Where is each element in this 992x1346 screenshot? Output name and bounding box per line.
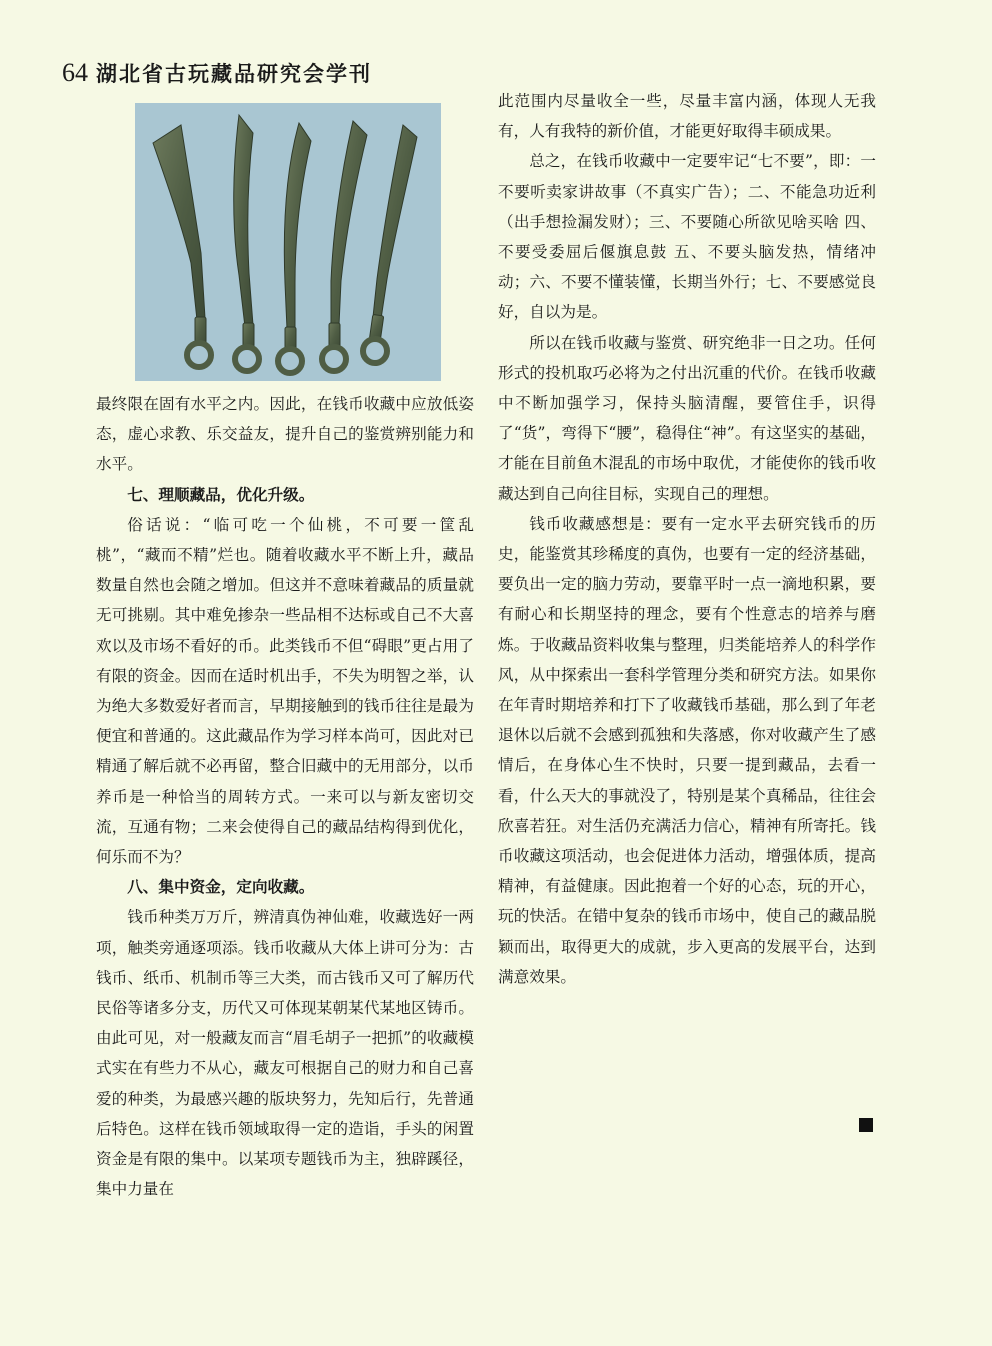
feeling-paragraph: 钱币收藏感想是：要有一定水平去研究钱币的历史，能鉴赏其珍稀度的真伪，也要有一定的经济基础，要负出一定的脑力劳动，要靠平时一点一滴地积累，要有耐心和长期坚持的理念，要有个性意志的培养与磨炼。于收藏品资料收集与整理，归类能培养人的科学作风，从中探索出一套科学管理分类和研究方法。如果你在年青时期培养和打下了收藏钱币基础，那么到了年老退休以后就不会感到孤独和失落感，你对收藏产生了感情后，在身体心生不快时，只要一提到藏品，去看一看，什么天大的事就没了，特别是某个真稀品，往往会欣喜若狂。对生活仍充满活力信心，精神有所寄托。钱币收藏这项活动，也会促进体力活动，增强体质，提高精神，有益健康。因此抱着一个好的心态，玩的开心，玩的快活。在错中复杂的钱币市场中，使自己的藏品脱颖而出，取得更大的成就，步入更高的发展平台，达到满意效果。 (498, 514, 876, 986)
section-7-paragraph: 俗话说：“临可吃一个仙桃，不可要一筐乱桃”，“藏而不精”烂也。随着收藏水平不断上升，藏品数量自然也会随之增加。但这并不意味着藏品的质量就无可挑剔。其中难免掺杂一些品相不达标或自己不大喜欢以及市场不看好的币。此类钱币不但“碍眼”更占用了有限的资金。因而在适时机出手，不失为明智之举，认为绝大多数爱好者而言，早期接触到的钱币往往是最为便宜和普通的。这此藏品作为学习样本尚可，因此对已精通了解后就不必再留，整合旧藏中的无用部分，以币养币是一种恰当的周转方式。一来可以与新友密切交流，互通有物；二来会使得自己的藏品结构得到优化，何乐而不为？ (96, 515, 474, 867)
journal-title: 湖北省古玩藏品研究会学刊 (96, 62, 372, 86)
knife-coin-3 (278, 123, 311, 373)
end-mark-icon (859, 1118, 873, 1132)
knife-coin-4 (322, 121, 367, 371)
left-column (96, 389, 474, 1204)
section-8-heading: 八、集中资金，定向收藏。 (127, 878, 315, 897)
summary-paragraph: 总之，在钱币收藏中一定要牢记“七不要”，即：一不要听卖家讲故事（不真实广告）；二、不能急功近利（出手想捡漏发财）；三、不要随心所欲见啥买啥 四、不要受委屈后偃旗息鼓 五、不要头脑发热，情绪冲动；六、不要不懂装懂，长期当外行；七、不要感觉良好，自以为是。 (498, 152, 876, 322)
page-header (62, 58, 372, 94)
knife-coin-1 (153, 125, 211, 367)
knife-coin-2 (234, 115, 259, 371)
right-column (498, 86, 876, 992)
page-number: 64 (62, 58, 88, 87)
knife-coin-5 (363, 125, 417, 363)
section-8-paragraph: 钱币种类万万斤，辨清真伪神仙难，收藏选好一两项，触类旁通逐项添。钱币收藏从大体上讲可分为：古钱币、纸币、机制币等三大类，而古钱币又可了解历代民俗等诸多分支，历代又可体现某朝某代某地区铸币。由此可见，对一般藏友而言“眉毛胡子一把抓”的收藏模式实在有些力不从心，藏友可根据自己的财力和自己喜爱的种类，为最感兴趣的版块努力，先知后行，先普通后特色。这样在钱币领域取得一定的造诣，手头的闲置资金是有限的集中。以某项专题钱币为主，独辟蹊径，集中力量在 (96, 908, 474, 1199)
right-continued-paragraph: 此范围内尽量收全一些，尽量丰富内涵，体现人无我有，人有我特的新价值，才能更好取得丰硕成果。 (498, 92, 876, 141)
therefore-paragraph: 所以在钱币收藏与鉴赏、研究绝非一日之功。任何形式的投机取巧必将为之付出沉重的代价。在钱币收藏中不断加强学习，保持头脑清醒，要管住手，识得了“货”，弯得下“腰”，稳得住“神”。有这坚实的基础，才能在目前鱼木混乱的市场中取优，才能使你的钱币收藏达到自己向往目标，实现自己的理想。 (498, 333, 876, 503)
section-7-heading: 七、理顺藏品，优化升级。 (127, 485, 315, 504)
left-continued-paragraph: 最终限在固有水平之内。因此，在钱币收藏中应放低姿态，虚心求教、乐交益友，提升自己的鉴赏辨别能力和水平。 (96, 395, 474, 474)
knife-coins-photo (135, 103, 441, 381)
